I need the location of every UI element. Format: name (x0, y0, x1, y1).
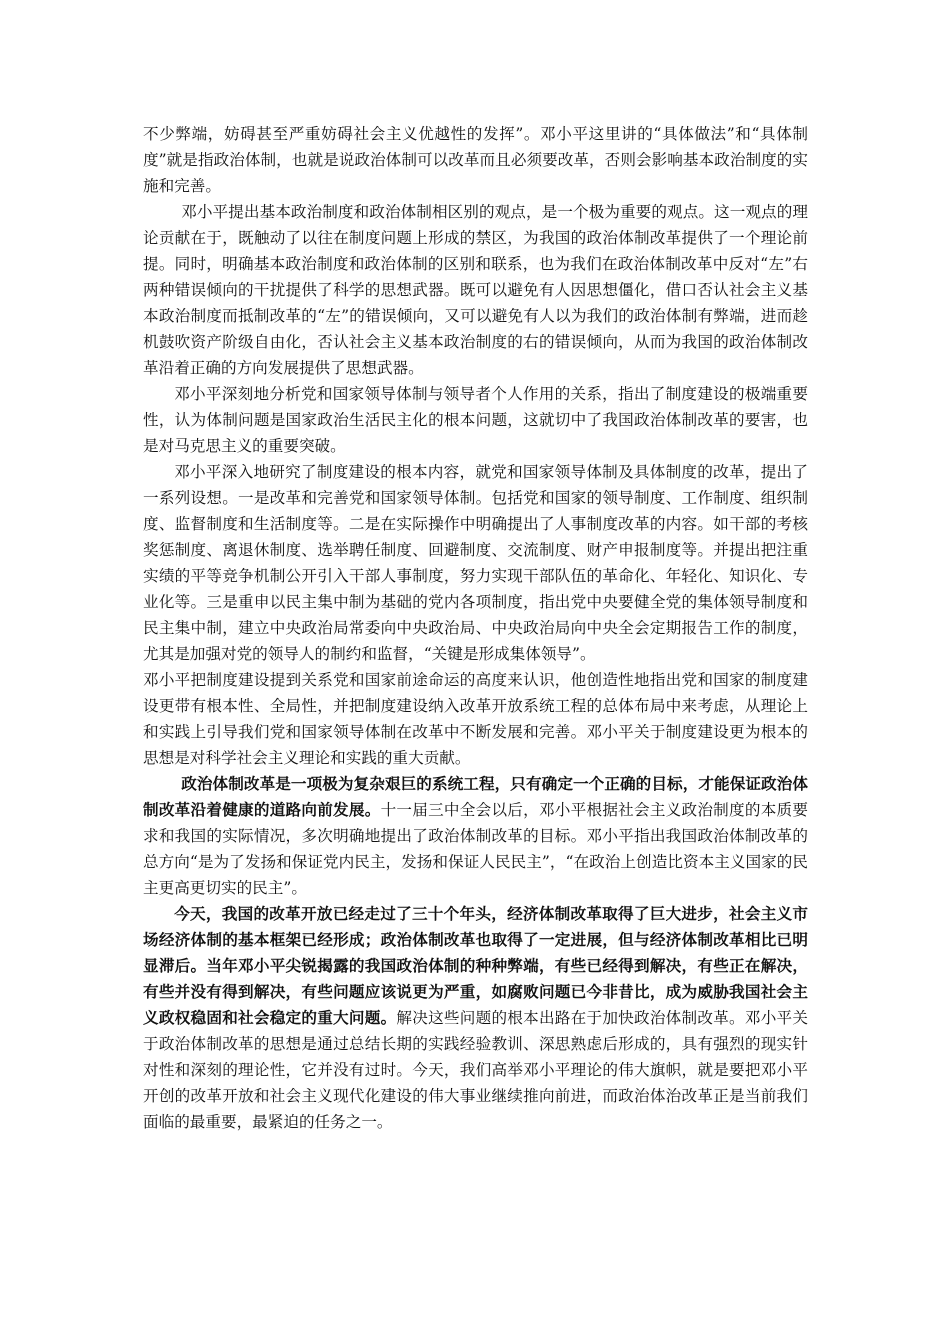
paragraph-4 (143, 459, 808, 667)
paragraph-5 (143, 667, 808, 771)
paragraph-1-text: 不少弊端，妨碍甚至严重妨碍社会主义优越性的发挥”。邓小平这里讲的“具体做法”和“具体制度”就是指政治体制，也就是说政治体制可以改革而且必须要改革，否则会影响基本政治制度的实施和完善。 (143, 125, 808, 195)
paragraph-6 (143, 771, 808, 901)
paragraph-7-bold-text: 今天，我国的改革开放已经走过了三十个年头，经济体制改革取得了巨大进步，社会主义市场经济体制的基本框架已经形成；政治体制改革也取得了一定进展，但与经济体制改革相比已明显滞后。当年邓小平尖锐揭露的我国政治体制的种种弊端，有些已经得到解决，有些正在解决，有些并没有得到解决，有些问题应该说更为严重，如腐败问题已今非昔比，成为威胁我国社会主义政权稳固和社会稳定的重大问题。 (143, 904, 808, 1027)
paragraph-5-text: 邓小平把制度建设提到关系党和国家前途命运的高度来认识，他创造性地指出党和国家的制度建设更带有根本性、全局性，并把制度建设纳入改革开放系统工程的总体布局中来考虑，从理论上和实践上引导我们党和国家领导体制在改革中不断发展和完善。邓小平关于制度建设更为根本的思想是对科学社会主义理论和实践的重大贡献。 (143, 671, 808, 767)
paragraph-6-text: 十一届三中全会以后，邓小平根据社会主义政治制度的本质要求和我国的实际情况，多次明确地提出了政治体制改革的目标。邓小平指出我国政治体制改革的总方向“是为了发扬和保证党内民主，发扬和保证人民民主”，“在政治上创造比资本主义国家的民主更高更切实的民主”。 (143, 801, 808, 897)
paragraph-7 (143, 901, 808, 1135)
paragraph-7-text: 解决这些问题的根本出路在于加快政治体制改革。邓小平关于政治体制改革的思想是通过总结长期的实践经验教训、深思熟虑后形成的，具有强烈的现实针对性和深刻的理论性，它并没有过时。今天，我们高举邓小平理论的伟大旗帜，就是要把邓小平开创的改革开放和社会主义现代化建设的伟大事业继续推向前进，而政治体治改革正是当前我们面临的最重要，最紧迫的任务之一。 (143, 1009, 808, 1131)
paragraph-4-text: 邓小平深入地研究了制度建设的根本内容，就党和国家领导体制及具体制度的改革，提出了一系列设想。一是改革和完善党和国家领导体制。包括党和国家的领导制度、工作制度、组织制度、监督制度和生活制度等。二是在实际操作中明确提出了人事制度改革的内容。如干部的考核奖惩制度、离退休制度、选举聘任制度、回避制度、交流制度、财产申报制度等。并提出把注重实绩的平等竞争机制公开引入干部人事制度，努力实现干部队伍的革命化、年轻化、知识化、专业化等。三是重申以民主集中制为基础的党内各项制度，指出党中央要健全党的集体领导制度和民主集中制，建立中央政治局常委向中央政治局、中央政治局向中央全会定期报告工作的制度，尤其是加强对党的领导人的制约和监督，“关键是形成集体领导”。 (143, 463, 808, 663)
paragraph-3-text: 邓小平深刻地分析党和国家领导体制与领导者个人作用的关系，指出了制度建设的极端重要性，认为体制问题是国家政治生活民主化的根本问题，这就切中了我国政治体制改革的要害，也是对马克思主义的重要突破。 (143, 385, 808, 455)
paragraph-2 (143, 199, 808, 381)
paragraph-1 (143, 121, 808, 199)
paragraph-6-bold-text: 政治体制改革是一项极为复杂艰巨的系统工程，只有确定一个正确的目标，才能保证政治体制改革沿着健康的道路向前发展。 (143, 774, 808, 819)
paragraph-3 (143, 381, 808, 459)
document-body (143, 121, 808, 1135)
paragraph-2-text: 邓小平提出基本政治制度和政治体制相区别的观点，是一个极为重要的观点。这一观点的理论贡献在于，既触动了以往在制度问题上形成的禁区，为我国的政治体制改革提供了一个理论前提。同时，明确基本政治制度和政治体制的区别和联系，也为我们在政治体制改革中反对“左”右两种错误倾向的干扰提供了科学的思想武器。既可以避免有人因思想僵化，借口否认社会主义基本政治制度而抵制改革的“左”的错误倾向，又可以避免有人以为我们的政治体制有弊端，进而趁机鼓吹资产阶级自由化，否认社会主义基本政治制度的右的错误倾向，从而为我国的政治体制改革沿着正确的方向发展提供了思想武器。 (143, 203, 808, 377)
